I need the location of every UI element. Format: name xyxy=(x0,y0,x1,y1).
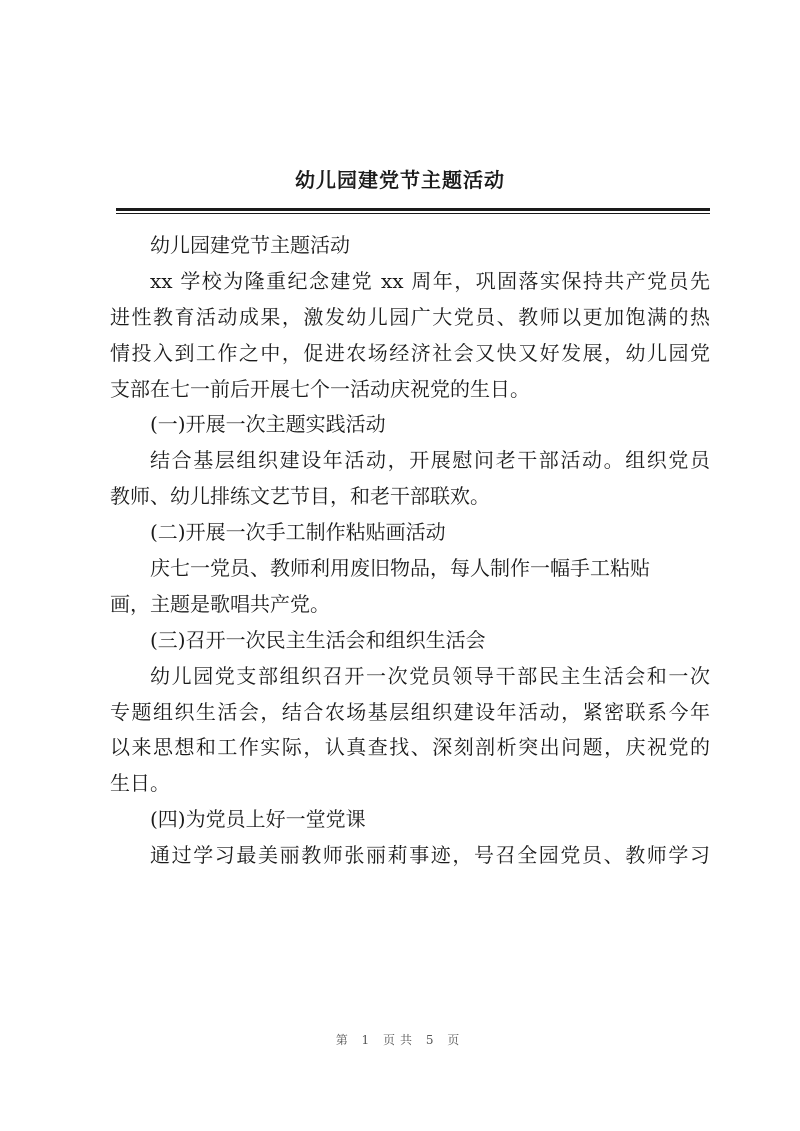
title-rule-thick xyxy=(116,208,710,211)
paragraph-line: 进性教育活动成果，激发幼儿园广大党员、教师以更加饱满的热 xyxy=(110,304,710,329)
body-text xyxy=(110,228,710,874)
paragraph-line: 情投入到工作之中，促进农场经济社会又快又好发展，幼儿园党 xyxy=(110,340,710,365)
section-heading: (四)为党员上好一堂党课 xyxy=(150,807,366,832)
paragraph-line: 教师、幼儿排练文艺节目，和老干部联欢。 xyxy=(110,484,490,509)
section-heading: (二)开展一次手工制作粘贴画活动 xyxy=(150,520,446,545)
page-title: 幼儿园建党节主题活动 xyxy=(295,168,505,192)
paragraph-line: 专题组织生活会，结合农场基层组织建设年活动，紧密联系今年 xyxy=(110,699,710,724)
section-heading: (三)召开一次民主生活会和组织生活会 xyxy=(150,627,486,652)
section-heading: (一)开展一次主题实践活动 xyxy=(150,412,386,437)
subtitle-line: 幼儿园建党节主题活动 xyxy=(150,233,350,257)
paragraph-line: 生日。 xyxy=(110,771,170,796)
paragraph-line: 结合基层组织建设年活动，开展慰问老干部活动。组织党员 xyxy=(150,448,710,473)
paragraph-line: xx 学校为隆重纪念建党 xx 周年，巩固落实保持共产党员先 xyxy=(150,268,710,293)
paragraph-line: 以来思想和工作实际，认真查找、深刻剖析突出问题，庆祝党的 xyxy=(110,735,710,760)
title-rule-thin xyxy=(116,213,710,214)
page-number-footer: 第 1 页共 5 页 xyxy=(335,1033,465,1047)
paragraph-line: 支部在七一前后开展七个一活动庆祝党的生日。 xyxy=(110,376,530,401)
paragraph-line: 庆七一党员、教师利用废旧物品，每人制作一幅手工粘贴 xyxy=(150,556,650,581)
paragraph-line: 通过学习最美丽教师张丽莉事迹，号召全园党员、教师学习 xyxy=(150,843,710,868)
paragraph-line: 幼儿园党支部组织召开一次党员领导干部民主生活会和一次 xyxy=(150,663,710,688)
paragraph-line: 画，主题是歌唱共产党。 xyxy=(110,591,330,616)
